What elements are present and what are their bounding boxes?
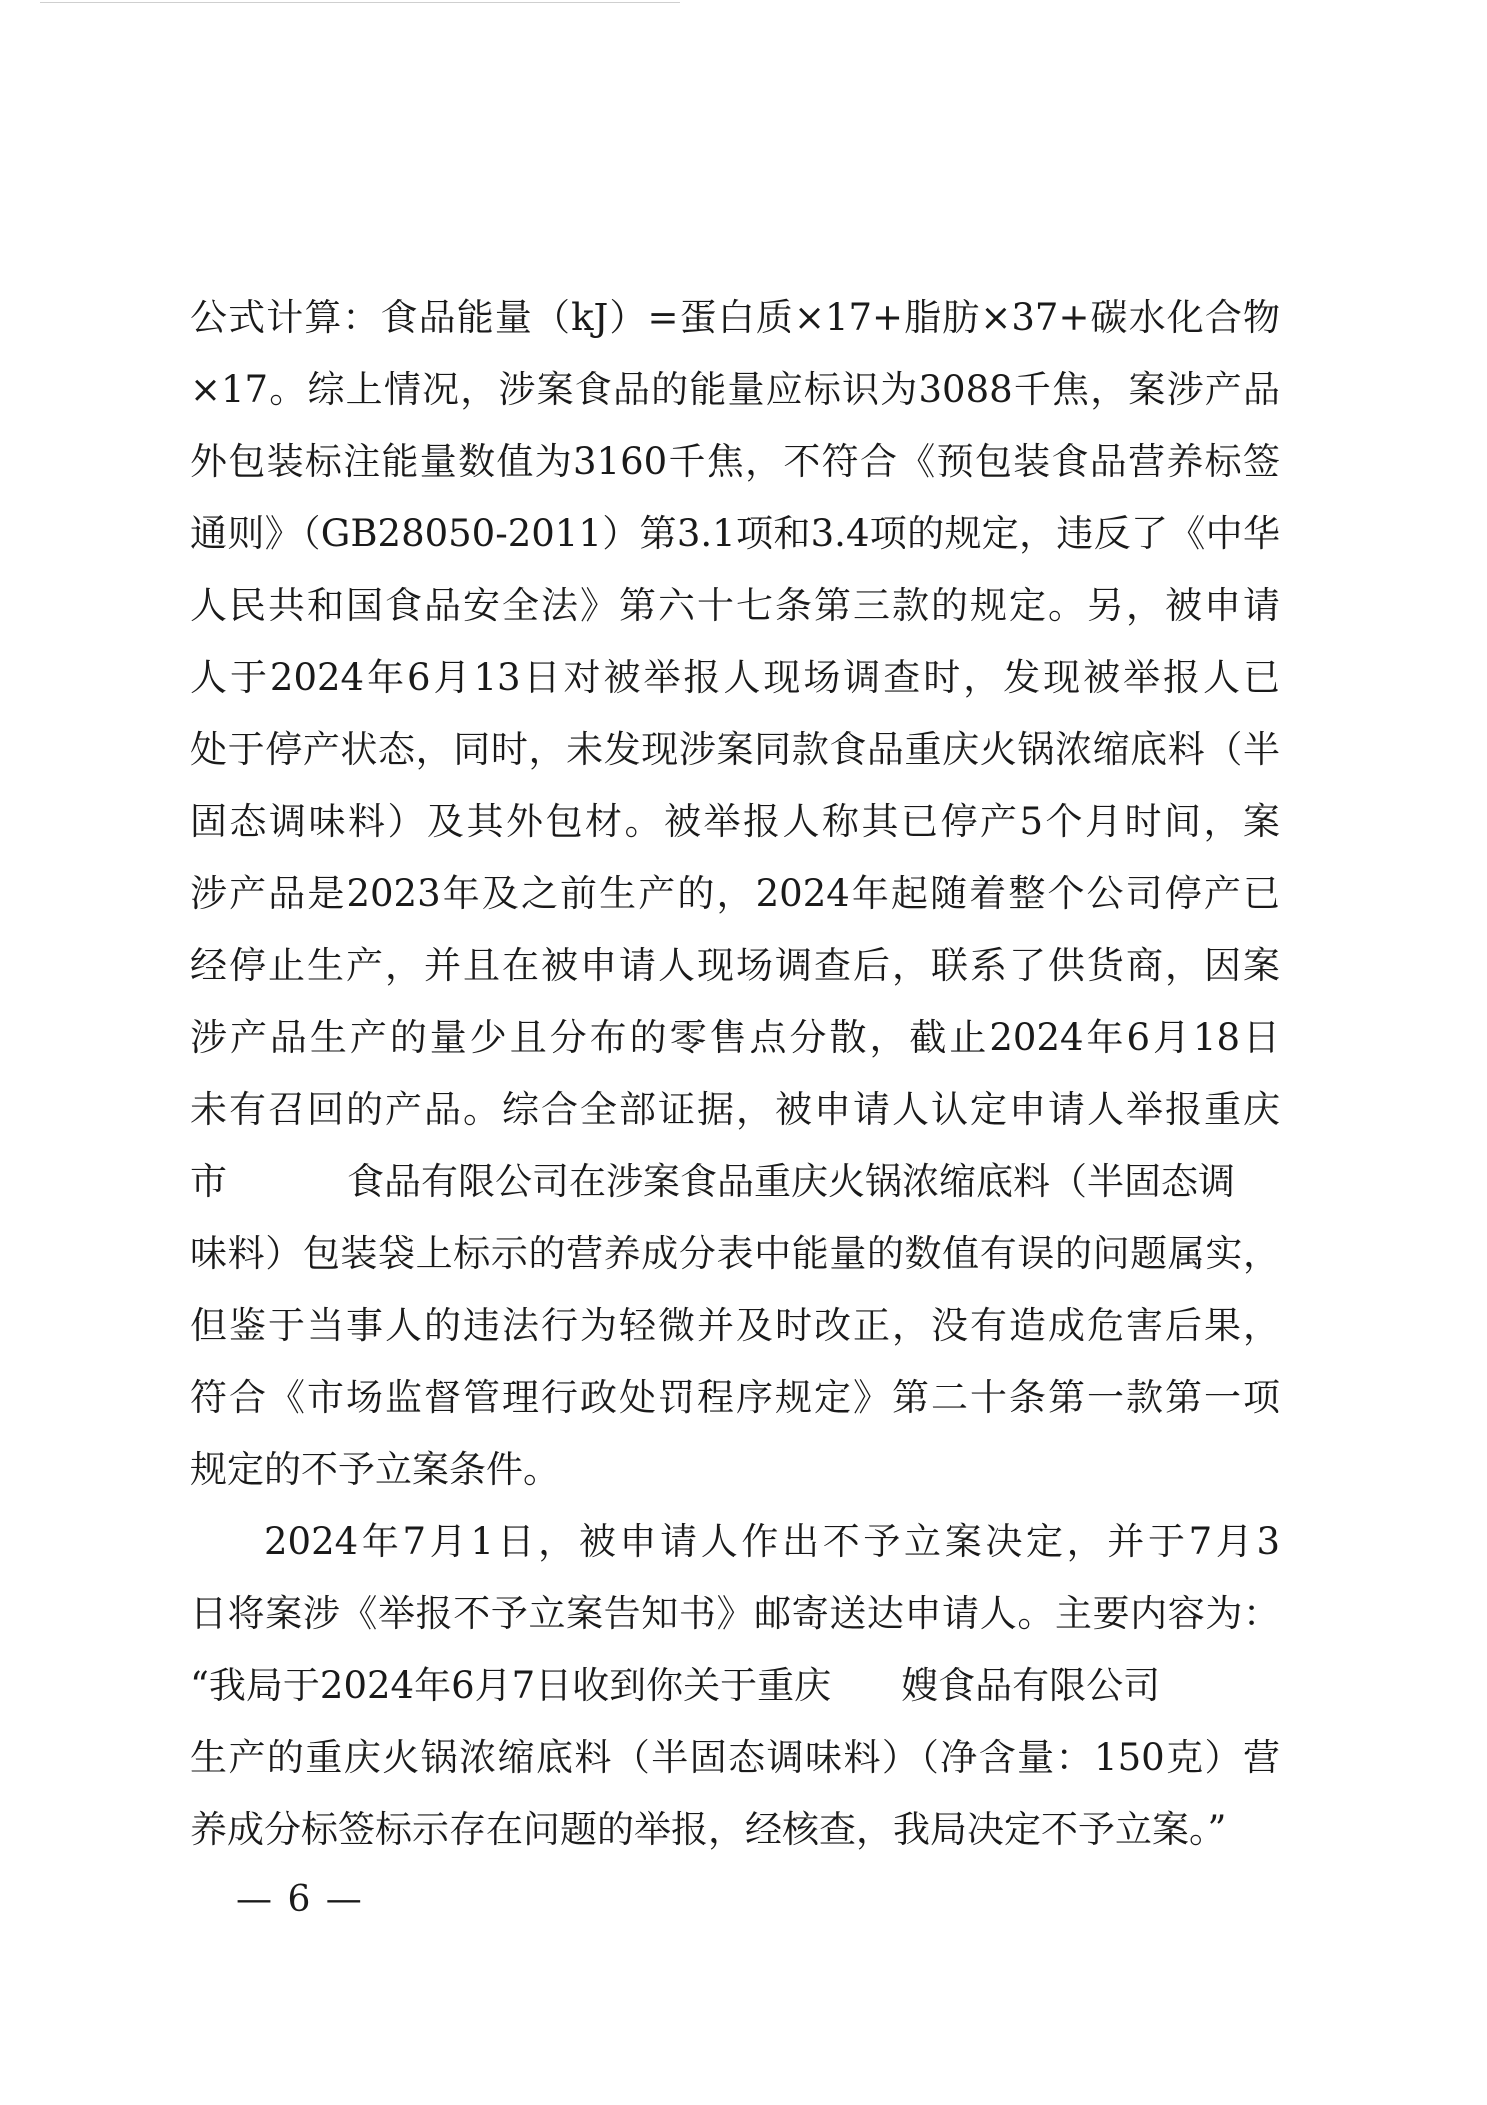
text-line-redacted — [190, 1650, 1280, 1722]
text-line: 养成分标签标示存在问题的举报，经核查，我局决定不予立案。” — [190, 1808, 1227, 1851]
text-line: 处于停产状态，同时，未发现涉案同款食品重庆火锅浓缩底料（半 — [190, 728, 1280, 771]
text-line: 规定的不予立案条件。 — [190, 1448, 560, 1491]
text-line-redacted — [190, 1146, 1280, 1218]
text-line: ×17。综上情况，涉案食品的能量应标识为3088千焦，案涉产品 — [190, 368, 1280, 411]
text-line: 人民共和国食品安全法》第六十七条第三款的规定。另，被申请 — [190, 584, 1280, 627]
text-line: 经停止生产，并且在被申请人现场调查后，联系了供货商，因案 — [190, 944, 1280, 987]
paragraph-2 — [190, 1506, 1280, 1866]
text-line: 未有召回的产品。综合全部证据，被申请人认定申请人举报重庆 — [190, 1088, 1280, 1131]
document-body — [190, 282, 1280, 1866]
page-number: — 6 — — [236, 1879, 364, 1920]
text-line: 符合《市场监督管理行政处罚程序规定》第二十条第一款第一项 — [190, 1376, 1280, 1419]
text-line: 生产的重庆火锅浓缩底料（半固态调味料）（净含量：150克）营 — [190, 1736, 1280, 1779]
text-line: 人于2024年6月13日对被举报人现场调查时，发现被举报人已 — [190, 656, 1280, 699]
text-line: 味料）包装袋上标示的营养成分表中能量的数值有误的问题属实， — [190, 1232, 1280, 1275]
text-fragment: 市 — [190, 1160, 227, 1203]
text-line: 2024年7月1日，被申请人作出不予立案决定，并于7月3 — [264, 1520, 1280, 1563]
text-line: 通则》（GB28050-2011）第3.1项和3.4项的规定，违反了《中华 — [190, 512, 1280, 555]
text-line: 涉产品是2023年及之前生产的，2024年起随着整个公司停产已 — [190, 872, 1280, 915]
text-line: 外包装标注能量数值为3160千焦，不符合《预包装食品营养标签 — [190, 440, 1280, 483]
top-scan-rule — [40, 2, 680, 3]
text-fragment: 食品有限公司在涉案食品重庆火锅浓缩底料（半固态调 — [347, 1160, 1235, 1203]
text-fragment: “我局于2024年6月7日收到你关于重庆 — [190, 1664, 832, 1707]
text-line: 但鉴于当事人的违法行为轻微并及时改正，没有造成危害后果， — [190, 1304, 1280, 1347]
text-fragment: 嫂食品有限公司 — [901, 1664, 1161, 1707]
paragraph-1 — [190, 282, 1280, 1506]
text-line: 日将案涉《举报不予立案告知书》邮寄送达申请人。主要内容为： — [190, 1592, 1280, 1635]
text-line: 公式计算：食品能量（kJ）=蛋白质×17+脂肪×37+碳水化合物 — [190, 296, 1280, 339]
text-line: 固态调味料）及其外包材。被举报人称其已停产5个月时间，案 — [190, 800, 1280, 843]
text-line: 涉产品生产的量少且分布的零售点分散，截止2024年6月18日 — [190, 1016, 1280, 1059]
